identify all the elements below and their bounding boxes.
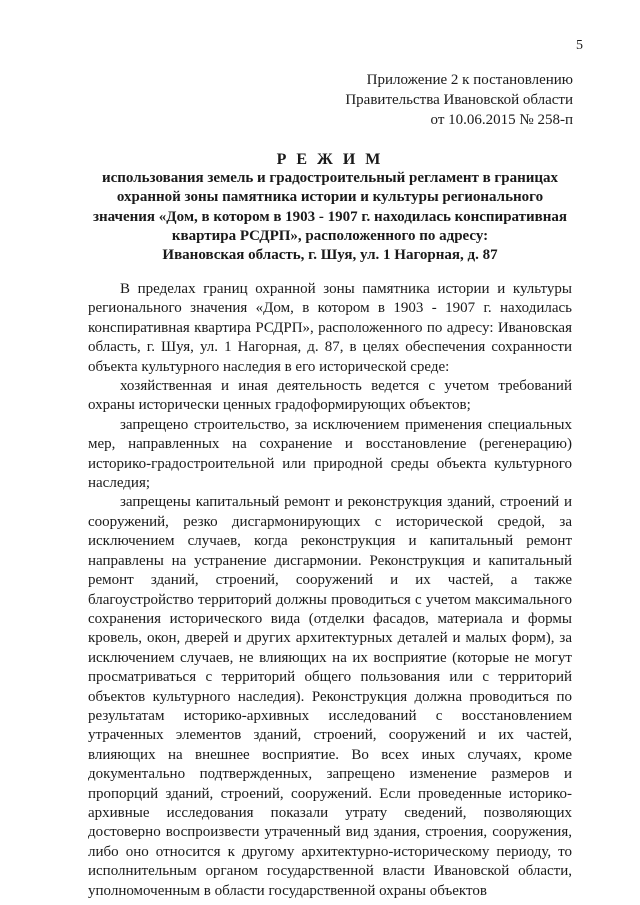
appendix-line: Правительства Ивановской области bbox=[345, 92, 573, 108]
title-line: охранной зоны памятника истории и культуры регионального bbox=[116, 189, 544, 206]
document-title bbox=[88, 150, 572, 265]
body-paragraph: хозяйственная и иная деятельность ведется с учетом требований охраны исторически ценных градоформирующих объектов; bbox=[88, 378, 572, 414]
appendix-line: Приложение 2 к постановлению bbox=[366, 72, 573, 88]
body-paragraph: запрещены капитальный ремонт и реконструкция зданий, строений и сооружений, резко дисгармонирующих с исторической средой, за исключением случаев, когда реконструкция и капитальный ремонт направлены на устранение дисгармонии. Реконструкция и капитальный ремонт зданий, строений, сооружений и их частей, а также благоустройство территорий должны проводиться с учетом максимального сохранения исторического вида (отделки фасадов, материала и формы кровель, окон, дверей и других архитектурных деталей и малых форм), за исключением случаев, не влияющих на их восприятие (которые не могут просматриваться с территорий общего пользования или с территорий объектов культурного наследия). Реконструкция должна проводиться по результатам историко-архивных исследований с восстановлением утраченных элементов зданий, строений, сооружений и их частей, влияющих на внешнее восприятие. Во всех иных случаях, кроме документально подтвержденных, запрещено изменение размеров и пропорций зданий, строений, сооружений. Если проведенные историко-архивные исследования показали утрату сведений, позволяющих достоверно воспроизвести утраченный вид здания, строения, сооружения, либо оно относится к другому архитектурно-историческому периоду, то исполнительным органом государственной власти Ивановской области, уполномоченным в области государственной охраны объектов bbox=[88, 494, 572, 899]
title-line: Ивановская область, г. Шуя, ул. 1 Нагорная, д. 87 bbox=[162, 247, 498, 264]
title-line: значения «Дом, в котором в 1903 - 1907 г. находилась конспиративная bbox=[92, 208, 568, 225]
title-heading: Р Е Ж И М bbox=[276, 151, 384, 168]
title-line: квартира РСДРП», расположенного по адресу: bbox=[171, 227, 489, 244]
body-paragraph: запрещено строительство, за исключением применения специальных мер, направленных на сохранение и восстановление (регенерацию) историко-градостроительной или природной среды объекта культурного наследия; bbox=[88, 416, 572, 492]
body-paragraph: В пределах границ охранной зоны памятника истории и культуры регионального значения «Дом, в котором в 1903 - 1907 г. находилась конспиративная квартира РСДРП», расположенного по адресу: Ивановская область, г. Шуя, ул. 1 Нагорная, д. 87, в целях обеспечения сохранности объекта культурного наследия в его исторической среде: bbox=[88, 281, 572, 375]
title-line: использования земель и градостроительный регламент в границах bbox=[101, 170, 559, 187]
appendix-reference bbox=[345, 70, 573, 130]
page-number: 5 bbox=[576, 38, 583, 53]
appendix-line: от 10.06.2015 № 258-п bbox=[430, 112, 573, 128]
document-body bbox=[88, 280, 572, 901]
